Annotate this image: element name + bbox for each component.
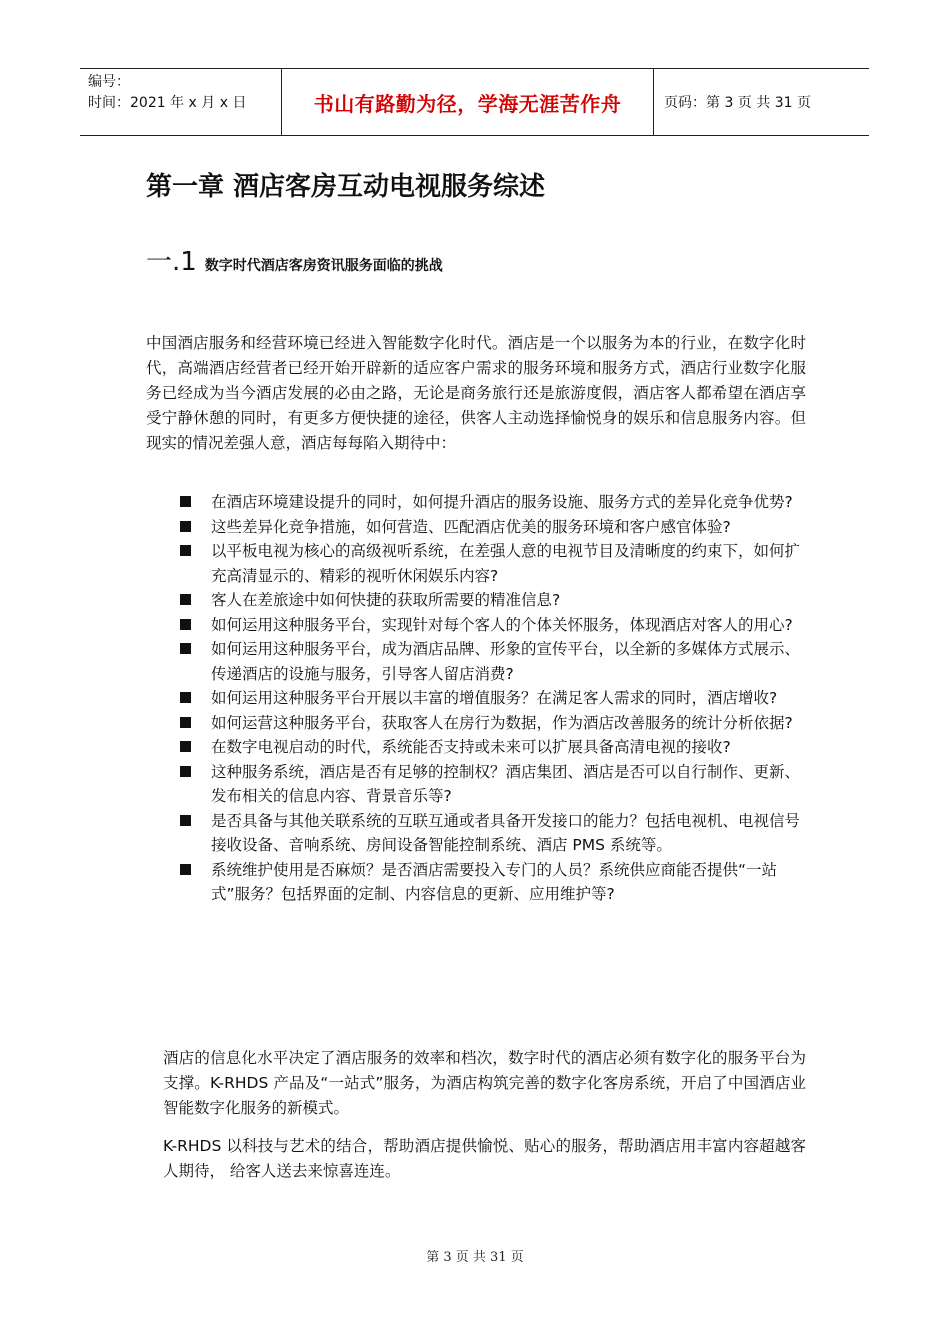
square-bullet-icon	[180, 594, 191, 605]
list-item	[180, 686, 806, 711]
square-bullet-icon	[180, 766, 191, 777]
square-bullet-icon	[180, 717, 191, 728]
list-item	[180, 637, 806, 686]
list-item-text: 如何运营这种服务平台，获取客人在房行为数据，作为酒店改善服务的统计分析依据?	[211, 713, 793, 732]
header-motto: 书山有路勤为径，学海无涯苦作舟	[313, 91, 622, 116]
intro-paragraph: 中国酒店服务和经营环境已经进入智能数字化时代。酒店是一个以服务为本的行业，在数字化时代，高端酒店经营者已经开始开辟新的适应客户需求的服务环境和服务方式，酒店行业数字化服务已经成为当今酒店发展的必由之路，无论是商务旅行还是旅游度假，酒店客人都希望在酒店享受宁静休憩的同时，有更多方便快捷的途径，供客人主动选择愉悦身的娱乐和信息服务内容。但现实的情况差强人意，酒店每每陷入期待中：	[146, 334, 806, 452]
list-item	[180, 711, 806, 736]
section-number: 一.1	[146, 247, 197, 277]
list-item-text: 如何运用这种服务平台，成为酒店品牌、形象的宣传平台，以全新的多媒体方式展示、传递酒店的设施与服务，引导客人留店消费?	[211, 640, 801, 683]
document-date: 时间：2021 年 x 月 x 日	[88, 95, 247, 111]
list-item	[180, 735, 806, 760]
list-item-text: 这种服务系统，酒店是否有足够的控制权？酒店集团、酒店是否可以自行制作、更新、发布相关的信息内容、背景音乐等?	[211, 762, 801, 805]
header-page-info-cell	[654, 69, 869, 135]
chapter-title: 第一章 酒店客房互动电视服务综述	[146, 172, 546, 202]
list-item	[180, 515, 806, 540]
challenge-list	[180, 490, 806, 907]
list-item	[180, 613, 806, 638]
square-bullet-icon	[180, 815, 191, 826]
list-item-text: 系统维护使用是否麻烦？是否酒店需要投入专门的人员？系统供应商能否提供“一站式”服务？包括界面的定制、内容信息的更新、应用维护等?	[211, 860, 778, 903]
square-bullet-icon	[180, 619, 191, 630]
header-page-info: 页码：第 3 页 共 31 页	[664, 95, 811, 111]
list-item-text: 客人在差旅途中如何快捷的获取所需要的精准信息?	[211, 591, 561, 609]
document-number-label: 编号：	[88, 74, 130, 90]
square-bullet-icon	[180, 692, 191, 703]
square-bullet-icon	[180, 496, 191, 507]
square-bullet-icon	[180, 521, 191, 532]
list-item-text: 在数字电视启动的时代，系统能否支持或未来可以扩展具备高清电视的接收?	[211, 738, 731, 756]
body-paragraph-2: 酒店的信息化水平决定了酒店服务的效率和档次，数字时代的酒店必须有数字化的服务平台为支撑。K-RHDS 产品及“一站式”服务，为酒店构筑完善的数字化客房系统，开启了中国酒店业智能数字化服务的新模式。	[163, 1049, 806, 1117]
list-item	[180, 490, 806, 515]
list-item-text: 如何运用这种服务平台开展以丰富的增值服务？在满足客人需求的同时，酒店增收?	[211, 689, 778, 707]
list-item	[180, 588, 806, 613]
list-item-text: 在酒店环境建设提升的同时，如何提升酒店的服务设施、服务方式的差异化竞争优势?	[211, 493, 793, 511]
square-bullet-icon	[180, 741, 191, 752]
list-item-text: 如何运用这种服务平台，实现针对每个客人的个体关怀服务，体现酒店对客人的用心?	[211, 615, 793, 634]
list-item	[180, 809, 806, 858]
header-motto-cell	[281, 69, 654, 135]
list-item	[180, 539, 806, 588]
list-item-text: 这些差异化竞争措施，如何营造、匹配酒店优美的服务环境和客户感官体验?	[211, 517, 731, 536]
list-item	[180, 760, 806, 809]
list-item	[180, 858, 806, 907]
page-header	[80, 68, 869, 136]
body-paragraph-3: K-RHDS 以科技与艺术的结合，帮助酒店提供愉悦、贴心的服务，帮助酒店用丰富内容超越客人期待， 给客人送去来惊喜连连。	[163, 1137, 806, 1180]
square-bullet-icon	[180, 864, 191, 875]
page-footer: 第 3 页 共 31 页	[426, 1250, 524, 1265]
section-title: 数字时代酒店客房资讯服务面临的挑战	[204, 258, 443, 274]
square-bullet-icon	[180, 545, 191, 556]
section-heading	[146, 248, 443, 280]
header-meta	[80, 69, 281, 135]
list-item-text: 是否具备与其他关联系统的互联互通或者具备开发接口的能力？包括电视机、电视信号接收设备、音响系统、房间设备智能控制系统、酒店 PMS 系统等。	[211, 811, 801, 854]
square-bullet-icon	[180, 643, 191, 654]
list-item-text: 以平板电视为核心的高级视听系统，在差强人意的电视节目及清晰度的约束下，如何扩充高清显示的、精彩的视听休闲娱乐内容?	[211, 542, 801, 585]
